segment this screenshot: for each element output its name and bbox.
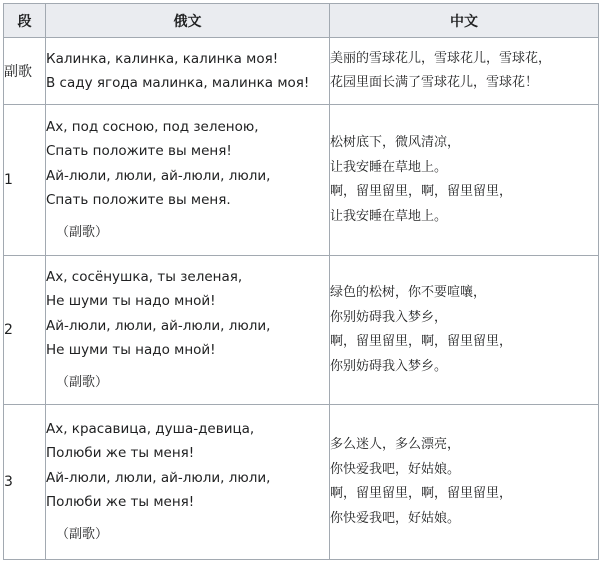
lyric-line: Ай-люли, люли, ай-люли, люли, (46, 167, 271, 184)
lyric-line: Спать положите вы меня! (46, 143, 232, 160)
lyric-line: 多么迷人，多么漂亮， (330, 437, 461, 452)
lyric-line: 松树底下，微风清凉， (330, 135, 461, 150)
lyric-line: 你快爱我吧，好姑娘。 (330, 461, 461, 477)
lyrics-table (3, 3, 599, 560)
header-section: 段 (4, 4, 46, 38)
lyric-line: 啊，留里留里，啊，留里留里， (330, 334, 513, 349)
lyric-line: 啊，留里留里，啊，留里留里， (330, 184, 513, 199)
lyric-line: 你别妨碍我入梦乡， (330, 309, 448, 325)
lyric-line: 啊，留里留里，啊，留里留里， (330, 486, 513, 501)
table-row-verse-3 (4, 405, 599, 560)
lyric-line: Спать положите вы меня. (46, 192, 231, 209)
header-row (4, 4, 599, 38)
chorus-reference: （副歌） (56, 224, 109, 240)
lyric-line: 你快爱我吧，好姑娘。 (330, 510, 461, 526)
russian-lyrics (46, 38, 330, 105)
lyric-line: Ай-люли, люли, ай-люли, люли, (46, 469, 271, 486)
lyric-line: 美丽的雪球花儿，雪球花儿，雪球花， (330, 50, 552, 66)
section-label: 2 (4, 256, 46, 405)
lyric-line: Ай-люли, люли, ай-люли, люли, (46, 317, 271, 334)
table-row-verse-1 (4, 105, 599, 256)
russian-lyrics (46, 405, 330, 560)
lyric-line: Ах, сосёнушка, ты зеленая, (46, 268, 243, 285)
chorus-reference: （副歌） (56, 374, 109, 390)
header-russian: 俄文 (46, 4, 330, 38)
lyric-line: 绿色的松树，你不要喧嚷， (330, 285, 487, 300)
lyric-line: Не шуми ты надо мной! (46, 342, 216, 359)
russian-lyrics (46, 105, 330, 256)
lyric-line: Не шуми ты надо мной! (46, 293, 216, 310)
lyric-line: В саду ягода малинка, малинка моя! (46, 75, 310, 91)
lyric-line: 你别妨碍我入梦乡。 (330, 358, 448, 374)
chinese-lyrics (330, 405, 599, 560)
table-row-chorus (4, 38, 599, 105)
section-label: 3 (4, 405, 46, 560)
section-label: 1 (4, 105, 46, 256)
lyric-line: Ах, красавица, душа-девица, (46, 420, 255, 437)
lyric-line: Калинка, калинка, калинка моя! (46, 50, 279, 67)
chinese-lyrics (330, 256, 599, 405)
lyric-line: 花园里面长满了雪球花儿，雪球花！ (330, 75, 539, 90)
lyric-line: 让我安睡在草地上。 (330, 159, 448, 175)
chorus-reference: （副歌） (56, 526, 109, 542)
lyric-line: Ах, под сосною, под зеленою, (46, 118, 259, 135)
chinese-lyrics (330, 105, 599, 256)
header-chinese: 中文 (330, 4, 599, 38)
lyric-line: Полюби же ты меня! (46, 494, 195, 511)
lyric-line: Полюби же ты меня! (46, 445, 195, 462)
lyric-line: 让我安睡在草地上。 (330, 208, 448, 224)
russian-lyrics (46, 256, 330, 405)
table-row-verse-2 (4, 256, 599, 405)
section-label: 副歌 (4, 38, 46, 105)
chinese-lyrics (330, 38, 599, 105)
